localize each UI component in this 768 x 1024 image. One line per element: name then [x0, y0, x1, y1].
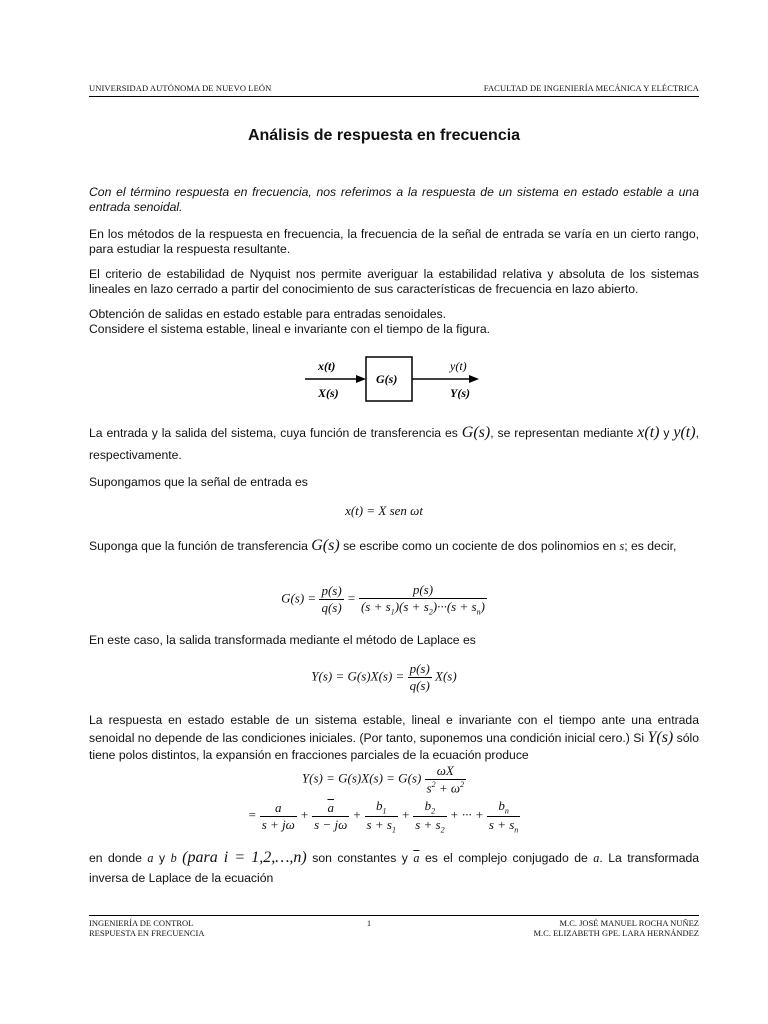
diagram-block-label: G(s) [376, 372, 398, 386]
tf-text-c: ; es decir, [624, 539, 677, 553]
block-diagram [290, 350, 490, 406]
steady-paragraph [89, 712, 699, 764]
math-a-2: a [593, 851, 600, 865]
equation-expansion-2: = $\frac{a}{s + j\omega}$ + $\frac{\overline{a}}{s - j\omega}$ + $\frac{b_1}{s + s_1}$ + $\frac{b_2}{s + s_2}$ + ··· + $\frac{b_n}{s + s_n}$ [247, 798, 519, 835]
tf-text-a: Suponga que la función de transferencia [89, 539, 308, 553]
where-paragraph [89, 848, 699, 888]
where-text-e: . La transformada inversa de Laplace de la ecuación [89, 851, 700, 885]
obtain-paragraph [89, 307, 699, 337]
footer-topic: RESPUESTA EN FRECUENCIA [89, 928, 205, 938]
footer-course: INGENIERÍA DE CONTROL [89, 918, 194, 928]
steady-text-a: La respuesta en estado estable de un sistema estable, lineal e invariante con el tiempo ante una entrada senoidal no depende de las condiciones iniciales. (Por tanto, suponemos una condición inicial cero.) Si [89, 713, 699, 745]
diagram-output-time: y(t) [450, 359, 467, 373]
footer-right [533, 918, 699, 938]
io-text-b: , se representan mediante [490, 426, 634, 440]
math-range: (para i = 1,2,…,n) [182, 849, 307, 866]
footer-author-2: M.C. ELIZABETH GPE. LARA HERNÁNDEZ [533, 928, 699, 938]
math-yt: y(t) [673, 424, 696, 441]
laplace-paragraph: En este caso, la salida transformada mediante el método de Laplace es [89, 633, 476, 647]
output-arrow-head [469, 375, 479, 383]
input-arrow-head [356, 375, 366, 383]
where-text-c: son constantes y [312, 851, 408, 865]
header-faculty: FACULTAD DE INGENIERÍA MECÁNICA Y ELÉCTRICA [483, 83, 699, 93]
page-number: 1 [366, 918, 372, 928]
math-Ys: Y(s) [647, 729, 674, 746]
math-s: s [619, 539, 625, 553]
header-university: UNIVERSIDAD AUTÓNOMA DE NUEVO LEÓN [89, 83, 272, 93]
equation-transfer-function: G(s) = $\frac{p(s)}{q(s)}$ = $\frac{p(s)}{(s + s_1)(s + s_2)\cdot\cdot\cdot(s + s_n)}$ [281, 582, 485, 617]
tf-text-b: se escribe como un cociente de dos polinomios en [343, 539, 617, 553]
page-header [89, 83, 699, 97]
where-text-d: es el complejo conjugado de [424, 851, 588, 865]
tf-paragraph [89, 536, 699, 556]
io-paragraph [89, 422, 699, 466]
equation-input: x(t) = X sen ωt [345, 503, 423, 518]
steady-text-b: sólo tiene polos distintos, la expansión en fracciones parciales de la ecuación produce [89, 731, 700, 762]
io-text-d: , respectivamente. [89, 426, 699, 462]
nyquist-paragraph: El criterio de estabilidad de Nyquist nos permite averiguar la estabilidad relativa y absoluta de los sistemas lineales en lazo cerrado a partir del conocimiento de sus características de frecuencia en lazo abierto. [89, 267, 699, 296]
math-xt: x(t) [637, 424, 660, 441]
where-text-b: y [158, 851, 166, 865]
equation-output: Y(s) = G(s)X(s) = $\frac{p(s)}{q(s)}$ X(s) [311, 661, 457, 693]
obtain-line-1: Obtención de salidas en estado estable para entradas senoidales. [89, 307, 447, 321]
equation-expansion-1: Y(s) = G(s)X(s) = G(s) $\frac{\omega X}{s^2 + \omega^2}$ [301, 763, 465, 796]
math-a: a [147, 851, 154, 865]
page-title: Análisis de respuesta en frecuencia [247, 127, 521, 144]
diagram-output-laplace: Y(s) [450, 386, 470, 400]
math-abar: $\overline{a}$ [413, 851, 420, 865]
io-text-c: y [663, 426, 670, 440]
where-text-a: en donde [89, 851, 142, 865]
footer-author-1: M.C. JOSÉ MANUEL ROCHA NUÑEZ [559, 918, 699, 928]
footer-left [89, 918, 205, 938]
intro-paragraph: Con el término respuesta en frecuencia, nos referimos a la respuesta de un sistema en estado estable a una entrada senoidal. [89, 185, 699, 214]
input-intro: Supongamos que la señal de entrada es [89, 475, 308, 489]
diagram-input-laplace: X(s) [318, 386, 339, 400]
math-Gs: G(s) [461, 424, 491, 441]
math-b: b [170, 851, 177, 865]
page-footer [89, 915, 699, 938]
methods-paragraph: En los métodos de la respuesta en frecuencia, la frecuencia de la señal de entrada se varía en un cierto rango, para estudiar la respuesta resultante. [89, 227, 699, 256]
diagram-input-time: x(t) [318, 359, 336, 373]
io-text-a: La entrada y la salida del sistema, cuya función de transferencia es [89, 426, 458, 440]
obtain-line-2: Considere el sistema estable, lineal e invariante con el tiempo de la figura. [89, 322, 491, 336]
math-Gs-2: G(s) [311, 537, 340, 554]
